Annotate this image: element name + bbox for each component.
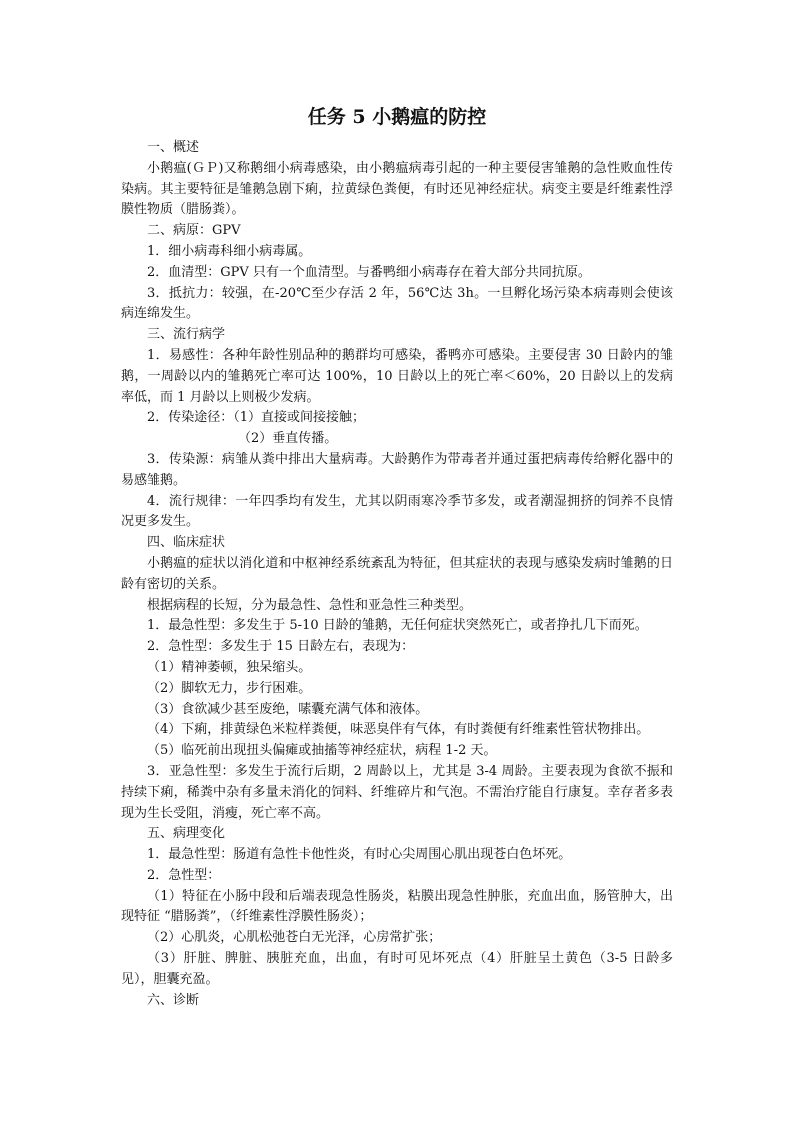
paragraph: 1．细小病毒科细小病毒属。 <box>147 243 312 259</box>
paragraph: 1．易感性：各种年龄性别品种的鹅群均可感染，番鸭亦可感染。主要侵害 30 日龄内的雏鹅，一周龄以内的雏鹅死亡率可达 100%，10 日龄以上的死亡率＜60%，20 日龄以上的发病率低，而 1 月龄以上则极少发病。 <box>121 347 673 405</box>
paragraph: （2）脚软无力，步行困难。 <box>147 680 312 696</box>
section-heading-pathogen: 二、病原：GPV <box>147 223 241 239</box>
paragraph: （3）肝脏、脾脏、胰脏充血，出血，有时可见坏死点（4）肝脏呈土黄色（3-5 日龄多见），胆囊充盈。 <box>121 951 673 987</box>
document-page <box>121 104 673 1011</box>
paragraph: （2）垂直传播。 <box>238 431 338 447</box>
paragraph: 2．急性型： <box>147 867 221 883</box>
paragraph: 2．血清型：GPV 只有一个血清型。与番鸭细小病毒存在着大部分共同抗原。 <box>147 264 591 280</box>
paragraph: （1）精神萎顿，独呆缩头。 <box>147 659 312 675</box>
paragraph: 1．最急性型：多发生于 5-10 日龄的雏鹅，无任何症状突然死亡，或者挣扎几下而死。 <box>147 618 648 634</box>
paragraph: 2．急性型：多发生于 15 日龄左右，表现为： <box>147 639 415 655</box>
section-heading-pathology: 五、病理变化 <box>147 826 226 842</box>
paragraph: 小鹅瘟(ＧＰ)又称鹅细小病毒感染，由小鹅瘟病毒引起的一种主要侵害雏鹅的急性败血性传染病。其主要特征是雏鹅急剧下痢，拉黄绿色粪便，有时还见神经症状。病变主要是纤维素性浮膜性物质（腊肠粪）。 <box>121 160 673 218</box>
document-title: 任务 5 小鹅瘟的防控 <box>307 106 487 128</box>
paragraph: （1）特征在小肠中段和后端表现急性肠炎，粘膜出现急性肿胀，充血出血，肠管肿大，出现特征 “腊肠粪”，（纤维素性浮膜性肠炎）； <box>121 888 673 925</box>
paragraph: 4．流行规律：一年四季均有发生，尤其以阴雨寒冷季节多发，或者潮湿拥挤的饲养不良情况更多发生。 <box>121 493 673 530</box>
paragraph: 2．传染途径：（1）直接或间接接触； <box>147 410 366 426</box>
paragraph: 3．传染源：病雏从粪中排出大量病毒。大龄鹅作为带毒者并通过蛋把病毒传给孵化器中的易感雏鹅。 <box>121 451 673 488</box>
paragraph: （5）临死前出现扭头偏瘫或抽搐等神经症状，病程 1-2 天。 <box>147 743 497 759</box>
paragraph: （2）心肌炎，心肌松弛苍白无光泽，心房常扩张； <box>147 930 442 946</box>
section-heading-epidemiology: 三、流行病学 <box>147 327 226 343</box>
paragraph: （4）下痢，排黄绿色米粒样粪便，味恶臭伴有气体，有时粪便有纤维素性管状物排出。 <box>147 722 650 738</box>
paragraph: 3．抵抗力：较强，在-20℃至少存活 2 年，56℃达 3h。一旦孵化场污染本病毒则会使该病连绵发生。 <box>121 285 673 322</box>
paragraph: 根据病程的长短，分为最急性、急性和亚急性三种类型。 <box>147 597 473 613</box>
section-heading-clinical-signs: 四、临床症状 <box>147 535 226 551</box>
paragraph: 1．最急性型：肠道有急性卡他性炎，有时心尖周围心肌出现苍白色坏死。 <box>147 847 572 863</box>
paragraph: 3．亚急性型：多发生于流行后期，2 周龄以上，尤其是 3-4 周龄。主要表现为食欲不振和持续下痢，稀粪中杂有多量未消化的饲料、纤维碎片和气泡。不需治疗能自行康复。幸存者多表现为生长受阻，消瘦，死亡率不高。 <box>121 763 673 821</box>
section-heading-diagnosis: 六、诊断 <box>147 992 200 1008</box>
paragraph: （3）食欲减少甚至废绝，嗉囊充满气体和液体。 <box>147 701 429 717</box>
section-heading-overview: 一、概述 <box>147 140 200 155</box>
paragraph: 小鹅瘟的症状以消化道和中枢神经系统紊乱为特征，但其症状的表现与感染发病时雏鹅的日龄有密切的关系。 <box>121 555 673 592</box>
